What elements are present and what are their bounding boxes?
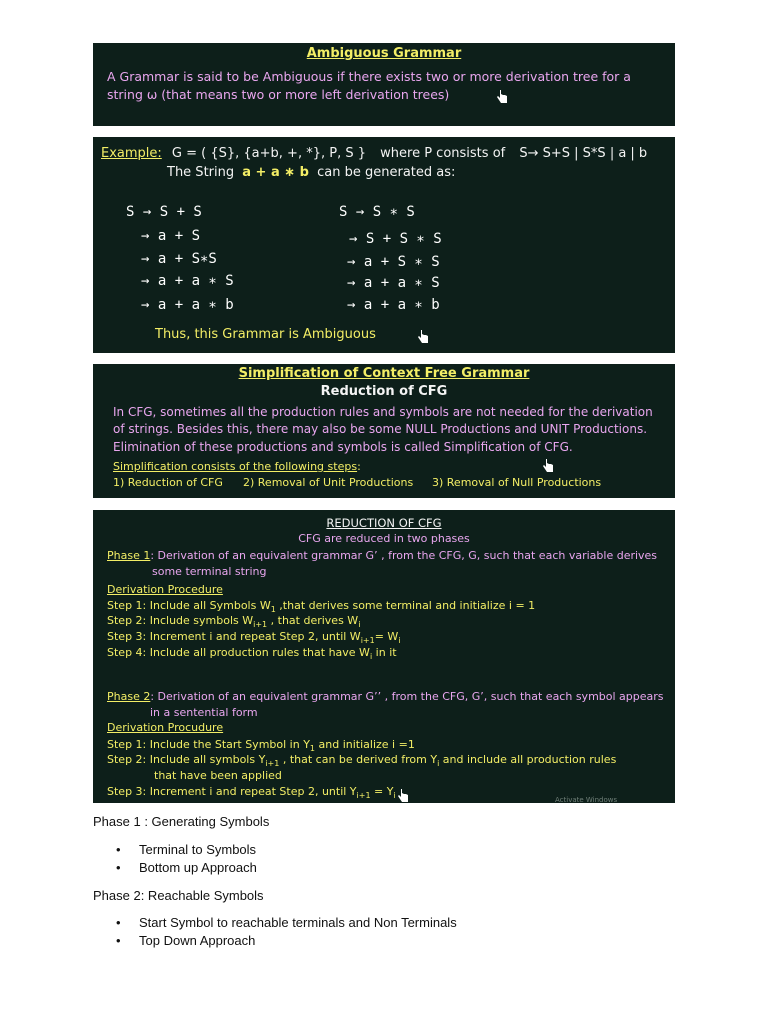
step-subscript: i+1 bbox=[356, 791, 371, 801]
step-2: 2) Removal of Unit Productions bbox=[243, 476, 414, 489]
string-suffix: can be generated as: bbox=[317, 165, 456, 180]
phase2-heading: Phase 2: Reachable Symbols bbox=[93, 888, 264, 903]
step-text: ,that derives some terminal and initialize i = 1 bbox=[275, 599, 536, 612]
left-derivation-step: → a + S bbox=[141, 228, 201, 244]
phase2-step-3 bbox=[107, 785, 396, 800]
phase2-bullet-list bbox=[110, 914, 457, 950]
example-line bbox=[101, 146, 647, 161]
right-derivation-step: → S + S ∗ S bbox=[349, 231, 442, 247]
step-text: Step 4: Include all production rules that have W bbox=[107, 646, 370, 659]
phase2-continuation: in a sentential form bbox=[150, 706, 258, 719]
slide-example bbox=[93, 137, 675, 353]
step-subscript: i+1 bbox=[253, 620, 268, 630]
pointer-cursor-icon bbox=[418, 330, 428, 343]
phase2-line bbox=[107, 690, 664, 703]
paragraph-line-1: In CFG, sometimes all the production rules and symbols are not needed for the derivation bbox=[113, 405, 653, 419]
step-subscript: i+1 bbox=[360, 636, 375, 646]
list-item: • Start Symbol to reachable terminals and Non Terminals bbox=[110, 914, 457, 932]
grammar-definition: G = ( {S}, {a+b, +, *}, P, S } bbox=[171, 146, 367, 161]
step-subscript: 1 bbox=[270, 605, 276, 615]
phase1-bullet-list bbox=[110, 841, 257, 877]
left-derivation-step: → a + a ∗ S bbox=[141, 273, 234, 289]
step-text: Step 3: Increment i and repeat Step 2, until W bbox=[107, 630, 361, 643]
slide-title: Simplification of Context Free Grammar bbox=[238, 366, 530, 381]
step-text: , that can be derived from Y bbox=[279, 753, 438, 766]
slide-ambiguous-grammar bbox=[93, 43, 675, 126]
phase1-step-1 bbox=[107, 599, 535, 614]
step-text: = W bbox=[374, 630, 399, 643]
right-derivation-step: S → S ∗ S bbox=[339, 204, 415, 220]
slide-title: REDUCTION OF CFG bbox=[326, 516, 442, 530]
derivation-procedure-1: Derivation Procedure bbox=[107, 583, 223, 596]
production-rule: S→ S+S | S*S | a | b bbox=[519, 146, 648, 161]
activate-windows-watermark: Activate Windows bbox=[555, 796, 618, 804]
step-text: and initialize i =1 bbox=[315, 738, 415, 751]
derivation-procedure-2: Derivation Procudure bbox=[107, 721, 224, 734]
phase1-step-4 bbox=[107, 646, 397, 661]
slide-subtitle: CFG are reduced in two phases bbox=[298, 532, 470, 545]
phase1-continuation: some terminal string bbox=[152, 565, 267, 578]
string-prefix: The String bbox=[167, 165, 235, 180]
phase1-label: Phase 1 bbox=[107, 549, 151, 562]
step-subscript: i+1 bbox=[265, 759, 280, 769]
phase2-step-2 bbox=[107, 753, 616, 768]
step-text: Step 2: Include symbols W bbox=[107, 614, 254, 627]
string-line bbox=[167, 165, 455, 180]
slide-simplification bbox=[93, 364, 675, 498]
step-subscript: i bbox=[369, 652, 373, 662]
right-derivation-step: → a + a ∗ S bbox=[347, 275, 440, 291]
right-derivation-step: → a + S ∗ S bbox=[347, 254, 440, 270]
step-text: Step 1: Include the Start Symbol in Y bbox=[107, 738, 310, 751]
step-text: Step 3: Increment i and repeat Step 2, until Y bbox=[107, 785, 357, 798]
where-text: where P consists of bbox=[380, 146, 506, 161]
phase1-line bbox=[107, 549, 657, 562]
step-subscript: i bbox=[393, 791, 396, 801]
steps-heading-text: Simplification consists of the following steps bbox=[113, 460, 358, 473]
definition-line-2: string ω (that means two or more left derivation trees) bbox=[107, 87, 450, 102]
step-text: , that derives W bbox=[267, 614, 359, 627]
example-label: Example: bbox=[101, 146, 162, 161]
pointer-cursor-icon bbox=[543, 459, 553, 472]
definition-line-1: A Grammar is said to be Ambiguous if there exists two or more derivation tree for a bbox=[107, 69, 631, 84]
step-3: 3) Removal of Null Productions bbox=[432, 476, 602, 489]
phase1-step-3 bbox=[107, 630, 401, 645]
slide-title: Ambiguous Grammar bbox=[306, 46, 462, 61]
phase1-step-2 bbox=[107, 614, 360, 629]
phase2-text: : Derivation of an equivalent grammar G’’ , from the CFG, G’, such that each symbol appears bbox=[150, 690, 664, 703]
pointer-cursor-icon bbox=[497, 90, 507, 103]
left-derivation-step: → a + S∗S bbox=[141, 251, 217, 267]
phase2-step-2-continuation: that have been applied bbox=[154, 769, 282, 782]
list-item: • Terminal to Symbols bbox=[110, 841, 257, 859]
steps-heading bbox=[113, 460, 361, 473]
step-subscript: i bbox=[358, 620, 361, 630]
string-expression: a + a ∗ b bbox=[242, 165, 309, 180]
phase1-heading: Phase 1 : Generating Symbols bbox=[93, 814, 270, 829]
conclusion-text: Thus, this Grammar is Ambiguous bbox=[155, 327, 376, 342]
step-text: in it bbox=[372, 646, 397, 659]
step-text: Step 1: Include all Symbols W bbox=[107, 599, 271, 612]
step-text: and include all production rules bbox=[439, 753, 617, 766]
list-item: • Top Down Approach bbox=[110, 932, 457, 950]
phase1-text: : Derivation of an equivalent grammar G’ , from the CFG, G, such that each variable derives bbox=[150, 549, 658, 562]
left-derivation-step: → a + a ∗ b bbox=[141, 297, 234, 313]
pointer-cursor-icon bbox=[398, 789, 408, 802]
phase2-step-1 bbox=[107, 738, 415, 753]
right-derivation-step: → a + a ∗ b bbox=[347, 297, 440, 313]
step-subscript: i bbox=[398, 636, 401, 646]
step-1: 1) Reduction of CFG bbox=[113, 476, 223, 489]
slide-subtitle: Reduction of CFG bbox=[320, 384, 448, 399]
paragraph-line-2: of strings. Besides this, there may also be some NULL Productions and UNIT Productions. bbox=[113, 422, 648, 436]
step-subscript: 1 bbox=[309, 744, 316, 754]
step-text: = Y bbox=[370, 785, 394, 798]
list-item: • Bottom up Approach bbox=[110, 859, 257, 877]
step-subscript: i bbox=[437, 759, 440, 769]
paragraph-line-3: Elimination of these productions and symbols is called Simplification of CFG. bbox=[113, 440, 573, 454]
left-derivation-step: S → S + S bbox=[126, 204, 202, 220]
phase2-label: Phase 2 bbox=[107, 690, 151, 703]
step-text: Step 2: Include all symbols Y bbox=[107, 753, 266, 766]
steps-heading-colon: : bbox=[357, 460, 361, 473]
slide-reduction bbox=[93, 510, 675, 803]
